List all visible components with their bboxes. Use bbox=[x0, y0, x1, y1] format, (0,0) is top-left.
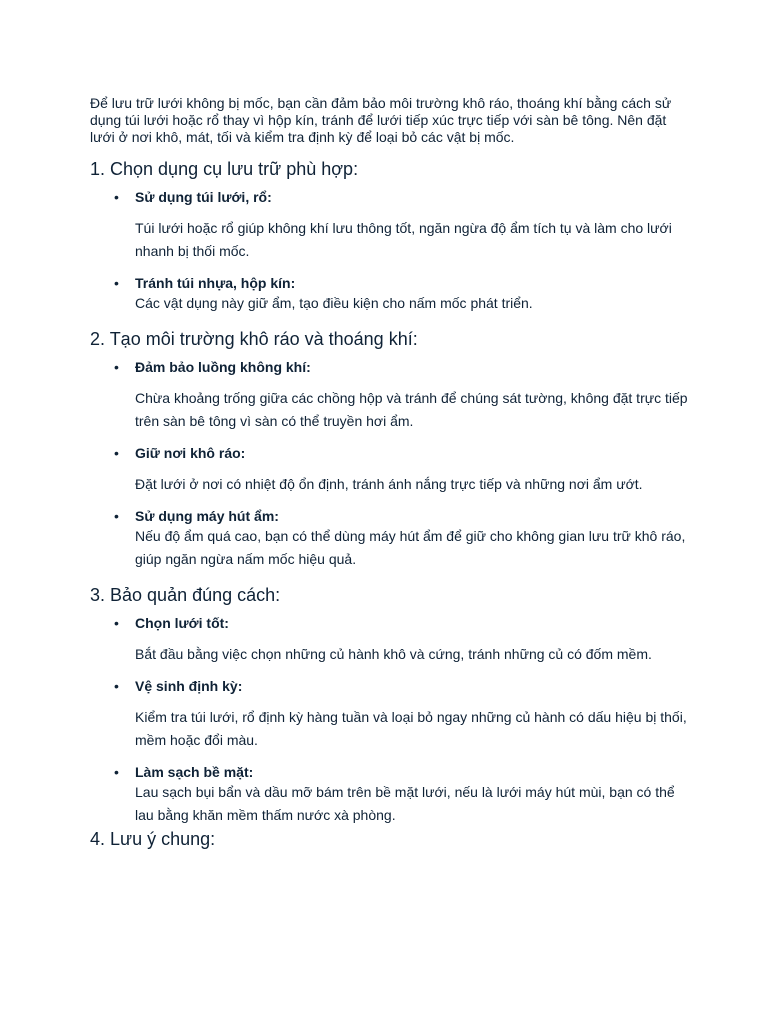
item-body: Kiểm tra túi lưới, rổ định kỳ hàng tuần và loại bỏ ngay những củ hành có dấu hiệu bị thối, mềm hoặc đổi màu. bbox=[135, 709, 687, 748]
item-title: Giữ nơi khô ráo: bbox=[135, 445, 246, 461]
section-storage-tools bbox=[90, 157, 690, 315]
section-proper-storage bbox=[90, 583, 690, 827]
bullet-icon: • bbox=[114, 445, 119, 461]
section-title: 3. Bảo quản đúng cách: bbox=[90, 585, 281, 605]
bullet-icon: • bbox=[114, 764, 119, 780]
item-list bbox=[90, 359, 690, 571]
item-list bbox=[90, 615, 690, 827]
item-title: Vệ sinh định kỳ: bbox=[135, 678, 243, 694]
item-title: Sử dụng túi lưới, rổ: bbox=[135, 189, 272, 205]
bullet-icon: • bbox=[114, 275, 119, 291]
bullet-icon: • bbox=[114, 189, 119, 205]
item-title: Đảm bảo luồng không khí: bbox=[135, 359, 311, 375]
item-body: Các vật dụng này giữ ẩm, tạo điều kiện cho nấm mốc phát triển. bbox=[135, 295, 533, 311]
list-item bbox=[90, 615, 690, 666]
item-list bbox=[90, 189, 690, 315]
bullet-icon: • bbox=[114, 508, 119, 524]
section-dry-environment bbox=[90, 327, 690, 571]
item-body: Bắt đầu bằng việc chọn những củ hành khô và cứng, tránh những củ có đốm mềm. bbox=[135, 646, 652, 662]
list-item bbox=[90, 508, 690, 571]
section-title: 2. Tạo môi trường khô ráo và thoáng khí: bbox=[90, 329, 418, 349]
intro-paragraph: Để lưu trữ lưới không bị mốc, bạn cần đảm bảo môi trường khô ráo, thoáng khí bằng cách sử dụng túi lưới hoặc rổ thay vì hộp kín, tránh để lưới tiếp xúc trực tiếp với sàn bê tông. Nên đặt lưới ở nơi khô, mát, tối và kiểm tra định kỳ để loại bỏ các vật bị mốc. bbox=[90, 95, 672, 145]
item-body: Nếu độ ẩm quá cao, bạn có thể dùng máy hút ẩm để giữ cho không gian lưu trữ khô ráo, giúp ngăn ngừa nấm mốc hiệu quả. bbox=[135, 528, 686, 567]
item-title: Tránh túi nhựa, hộp kín: bbox=[135, 275, 296, 291]
item-title: Chọn lưới tốt: bbox=[135, 615, 229, 631]
item-body: Chừa khoảng trống giữa các chồng hộp và tránh để chúng sát tường, không đặt trực tiếp trên sàn bê tông vì sàn có thể truyền hơi ẩm. bbox=[135, 390, 688, 429]
list-item bbox=[90, 445, 690, 496]
bullet-icon: • bbox=[114, 359, 119, 375]
section-title: 1. Chọn dụng cụ lưu trữ phù hợp: bbox=[90, 159, 359, 179]
section-general-notes bbox=[90, 827, 690, 851]
list-item bbox=[90, 359, 690, 433]
item-body: Lau sạch bụi bẩn và dầu mỡ bám trên bề mặt lưới, nếu là lưới máy hút mùi, bạn có thể lau bằng khăn mềm thấm nước xà phòng. bbox=[135, 784, 675, 823]
list-item bbox=[90, 189, 690, 263]
section-title: 4. Lưu ý chung: bbox=[90, 829, 216, 849]
item-body: Đặt lưới ở nơi có nhiệt độ ổn định, tránh ánh nắng trực tiếp và những nơi ẩm ướt. bbox=[135, 476, 643, 492]
document-page bbox=[90, 95, 690, 859]
item-title: Sử dụng máy hút ẩm: bbox=[135, 508, 279, 524]
item-body: Túi lưới hoặc rổ giúp không khí lưu thông tốt, ngăn ngừa độ ẩm tích tụ và làm cho lưới nhanh bị thối mốc. bbox=[135, 220, 672, 259]
list-item bbox=[90, 678, 690, 752]
bullet-icon: • bbox=[114, 678, 119, 694]
bullet-icon: • bbox=[114, 615, 119, 631]
list-item bbox=[90, 764, 690, 827]
list-item bbox=[90, 275, 690, 315]
item-title: Làm sạch bề mặt: bbox=[135, 764, 254, 780]
